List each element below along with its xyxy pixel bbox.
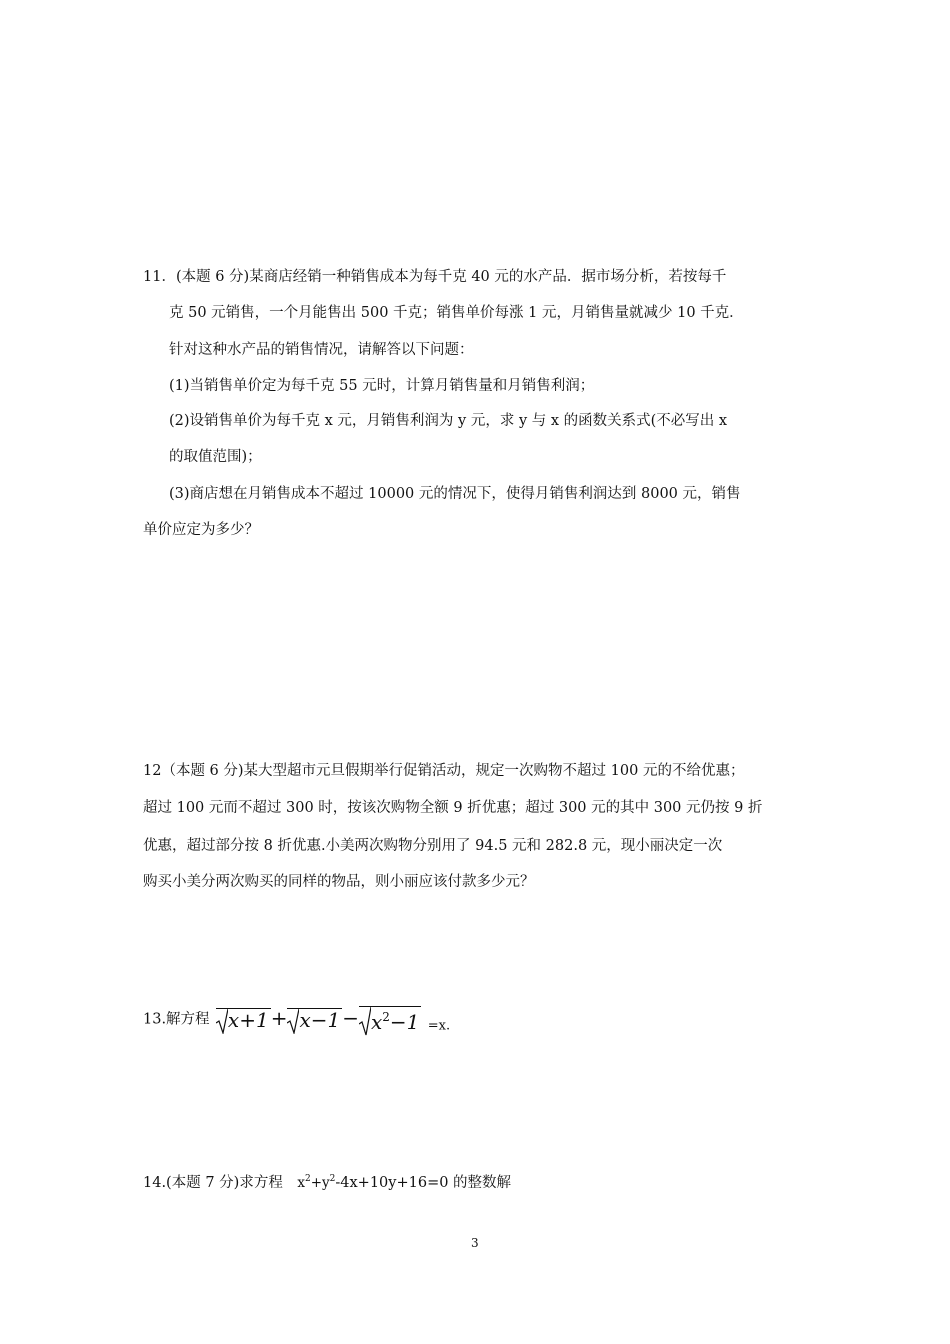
q11-line-5: (2)设销售单价为每千克 x 元，月销售利润为 y 元，求 y 与 x 的函数关系式(不必写出 x	[169, 413, 728, 429]
q14-prefix: 14.(本题 7 分)求方程	[143, 1175, 298, 1191]
q11-line-3: 针对这种水产品的销售情况，请解答以下问题：	[169, 342, 474, 358]
q11-line-7: (3)商店想在月销售成本不超过 10000 元的情况下，使得月销售利润达到 8000 元，销售	[169, 486, 741, 502]
page-number: 3	[471, 1236, 479, 1250]
minus-sign: −	[342, 1006, 359, 1030]
question-14	[143, 1176, 511, 1191]
q12-line-2: 超过 100 元而不超过 300 时，按该次购物全额 9 折优惠；超过 300 元的其中 300 元仍按 9 折	[143, 800, 763, 816]
q14-equation: $x^2+y^2$	[297, 1174, 336, 1191]
q13-prefix: 13.解方程	[143, 1011, 210, 1028]
q12-line-3: 优惠，超过部分按 8 折优惠.小美两次购物分别用了 94.5 元和 282.8 元，现小丽决定一次	[143, 838, 723, 854]
radicand-1: x+1	[216, 1008, 271, 1031]
q11-line-6: 的取值范围)；	[169, 449, 262, 465]
radical-x-minus-1	[287, 1008, 342, 1031]
radicand-3: $x^2-1$	[359, 1006, 421, 1033]
q11-line-8: 单价应定为多少？	[143, 522, 259, 538]
q14-equation-rest: -4x+10y+16=0 的整数解	[335, 1175, 512, 1191]
sqrt-sign-icon	[216, 1008, 228, 1034]
q12-line-4: 购买小美分两次购买的同样的物品，则小丽应该付款多少元？	[143, 874, 535, 890]
plus-sign: +	[270, 1006, 288, 1030]
sqrt-sign-icon	[359, 1006, 371, 1036]
q13-suffix: =x.	[427, 1018, 451, 1034]
q12-line-1: 12（本题 6 分)某大型超市元旦假期举行促销活动，规定一次购物不超过 100 元的不给优惠；	[143, 763, 745, 779]
radical-x-plus-1	[216, 1008, 271, 1031]
radicand-2: x−1	[287, 1008, 342, 1031]
q11-line-1: 11．(本题 6 分)某商店经销一种销售成本为每千克 40 元的水产品．据市场分析，若按每千	[143, 269, 727, 285]
q13-equation	[210, 1006, 428, 1034]
q11-line-4: (1)当销售单价定为每千克 55 元时，计算月销售量和月销售利润；	[169, 378, 595, 394]
question-13	[143, 1006, 450, 1046]
radical-x-squared-minus-1	[359, 1006, 421, 1033]
sqrt-sign-icon	[287, 1008, 299, 1034]
q11-line-2: 克 50 元销售，一个月能售出 500 千克；销售单价每涨 1 元，月销售量就减少 10 千克．	[169, 305, 744, 321]
